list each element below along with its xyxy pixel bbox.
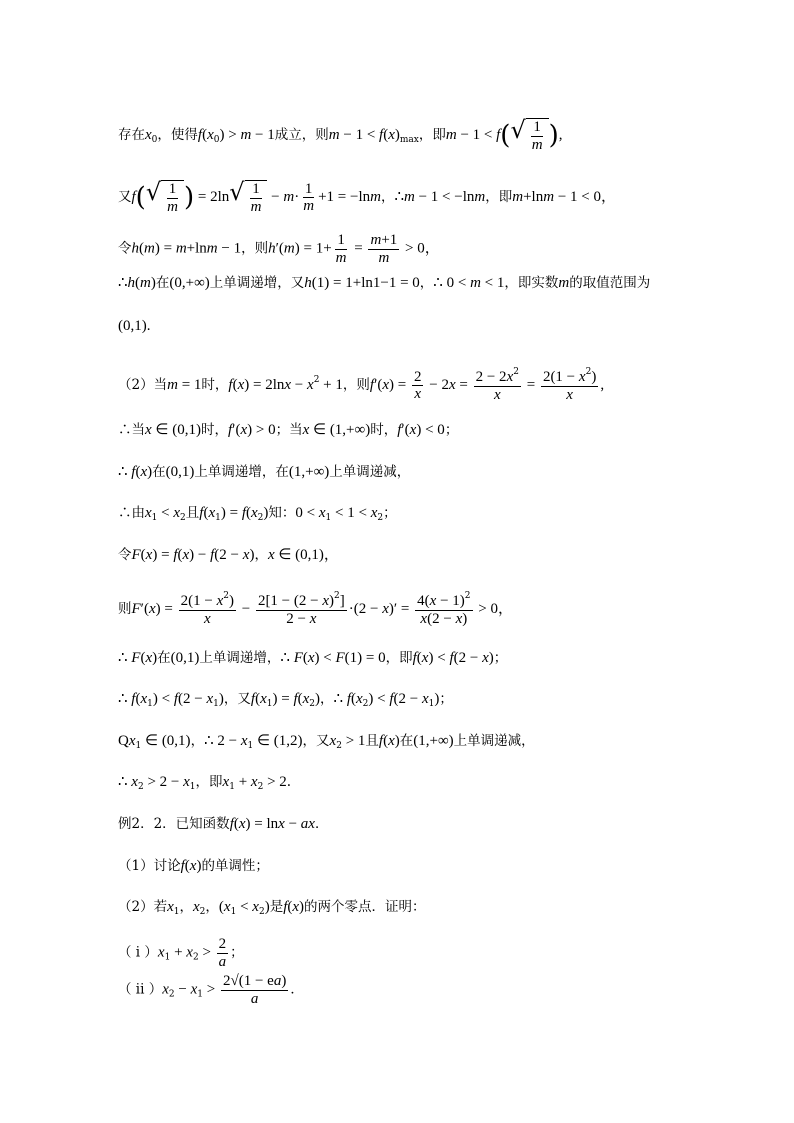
text: ，又 (223, 691, 251, 707)
text: 上单调递增， (199, 650, 281, 666)
text: 是 (269, 899, 284, 915)
text: （1）讨论 (118, 858, 181, 874)
line-14: $Qx_1$ ∈ (0,1)，∴ $2 - x_1$ ∈ (1,2)，又$x_2 > 1$且f(x)在(1,+∞)上单调递减， (118, 733, 535, 751)
text: ； (230, 944, 244, 961)
line-11: 则F′(x) = $\frac{2(1 - x^2)}{x}$ − $\frac{2[1 - (2 - x)^2]}{2 - x}$ ·(2 − x)′ = $\frac{4(x - 1)^2}{x(2 - x)}$ > 0， (118, 591, 513, 627)
text: ，即 (385, 650, 413, 666)
line-10: 令F(x) = f(x) − f(2 − x)，x ∈ (0,1)， (118, 547, 339, 563)
line-15: ∴ $x_2 > 2 - x_1$，即$x_1 + x_2 > 2$. (118, 774, 292, 792)
text: 且 (185, 505, 200, 521)
line-6: （2）当m = 1时，$f(x) = 2\ln x - x^2 + 1$，则f′(x) = $\frac{2}{x}$ − 2x = $\frac{2 - 2x^2}{x}$ = $\frac{2(1 - x^2)}{x}$ , (118, 367, 605, 403)
text: ； (493, 650, 508, 666)
text: 时， (200, 422, 228, 438)
text: ；当 (275, 422, 303, 438)
text: 上单调递增，在 (194, 464, 289, 480)
line-13: ∴ $f(x_1) < f(2 - x_1)$，又$f(x_1) = f(x_2)$，∴ $f(x_2) < f(2 - x_1)$； (118, 691, 453, 709)
text: （ i ） (118, 944, 158, 961)
text: （2）当 (118, 377, 168, 393)
text: ，则 (241, 240, 269, 257)
text: ， (419, 275, 434, 291)
line-12: ∴ F(x)在(0,1)上单调递增，∴ F(x) < F(1) = 0，即f(x) < f(2 − x)； (118, 650, 508, 666)
text: （2）若 (118, 899, 168, 915)
line-1: 存在$x_0$，使得$f(x_0) > m - 1$成立，则$m - 1 < f(x)_{max}$，即m − 1 < f( √ $\frac{1}{m}$ ), (118, 116, 563, 153)
text: ，即实数 (504, 275, 559, 291)
text: ， (190, 733, 205, 749)
line-19: （ i ）$x_1 + x_2$ > $\frac{2}{a}$ ； (118, 936, 244, 970)
text: ． (314, 816, 329, 832)
text: 在 (155, 275, 170, 291)
text: 成立，则 (274, 127, 329, 143)
line-7: ∴当x ∈ (0,1)时，f′(x) > 0；当x ∈ (1,+∞)时，f′(x) < 0； (118, 422, 459, 438)
text: 时， (201, 377, 229, 393)
text: ， (320, 691, 334, 707)
text: 令 (118, 547, 132, 563)
line-17: （1）讨论f(x)的单调性； (118, 858, 269, 874)
text: （ ii ） (118, 981, 163, 998)
text: ； (439, 691, 453, 707)
line-20: （ ii ）$x_2 - x_1$ > $\frac{2√(1 - ea)}{a}$ ． (118, 973, 304, 1007)
line-16: 例2．2．已知函数f(x) = lnx − ax． (118, 816, 329, 832)
text: 的单调性； (201, 858, 269, 874)
text: ，即 (195, 774, 223, 790)
text: ∴由 (118, 505, 145, 521)
text: 知： (268, 505, 296, 521)
text: ， (380, 189, 395, 205)
line-8: ∴ f(x)在(0,1)上单调递增，在(1,+∞)上单调递减， (118, 464, 411, 480)
text: 的取值范围为 (569, 275, 651, 291)
text: ，即 (418, 127, 446, 143)
line-2: 又f( √ $\frac{1}{m}$ ) = 2ln √ $\frac{1}{m}$ − m· $\frac{1}{m}$ +1 = −lnm，∴m − 1 < −lnm，即m+lnm − 1 < 0， (118, 178, 616, 215)
text: 存在 (118, 127, 145, 143)
text: 则 (118, 601, 132, 617)
text: ，则 (342, 377, 370, 393)
text: 的两个零点．证明： (304, 899, 426, 915)
line-18: （2）若$x_1$，$x_2$，$(x_1 < x_2)$是f(x)的两个零点．证明： (118, 899, 426, 917)
line-4: ∴h(m)在(0,+∞)上单调递增，又h(1) = 1+ln1−1 = 0，∴ 0 < m < 1，即实数m的取值范围为 (118, 275, 651, 291)
text: ， (205, 899, 219, 915)
text: ． (290, 981, 304, 998)
text: 且 (365, 733, 379, 749)
text: ，使得 (157, 127, 198, 143)
text: 令 (118, 240, 132, 257)
text: ，又 (302, 733, 330, 749)
text: 例2．2．已知函数 (118, 816, 230, 832)
text: 又 (118, 189, 132, 205)
text: 上单调递减， (453, 733, 535, 749)
text: 在 (152, 464, 166, 480)
text: ； (383, 505, 397, 521)
text: . (286, 774, 292, 790)
line-5 (118, 319, 754, 334)
text: 时， (370, 422, 398, 438)
text: 上单调递增，又 (209, 275, 305, 291)
text: ，即 (485, 189, 513, 205)
text: ∴当 (118, 422, 145, 438)
text: 上单调递减， (329, 464, 411, 480)
line-3: 令h(m) = m+lnm − 1，则h′(m) = 1+ $\frac{1}{m}$ = $\frac{m+1}{m}$ > 0， (118, 232, 440, 266)
text: (0,1). (118, 318, 151, 334)
text: ， (179, 899, 193, 915)
text: 在 (399, 733, 414, 749)
text: ， (254, 547, 268, 563)
text: 在 (157, 650, 171, 666)
line-9: ∴由$x_1 < x_2$且$f(x_1) = f(x_2)$知：$0 < x_1 < 1 < x_2$； (118, 505, 397, 523)
text: ； (444, 422, 459, 438)
